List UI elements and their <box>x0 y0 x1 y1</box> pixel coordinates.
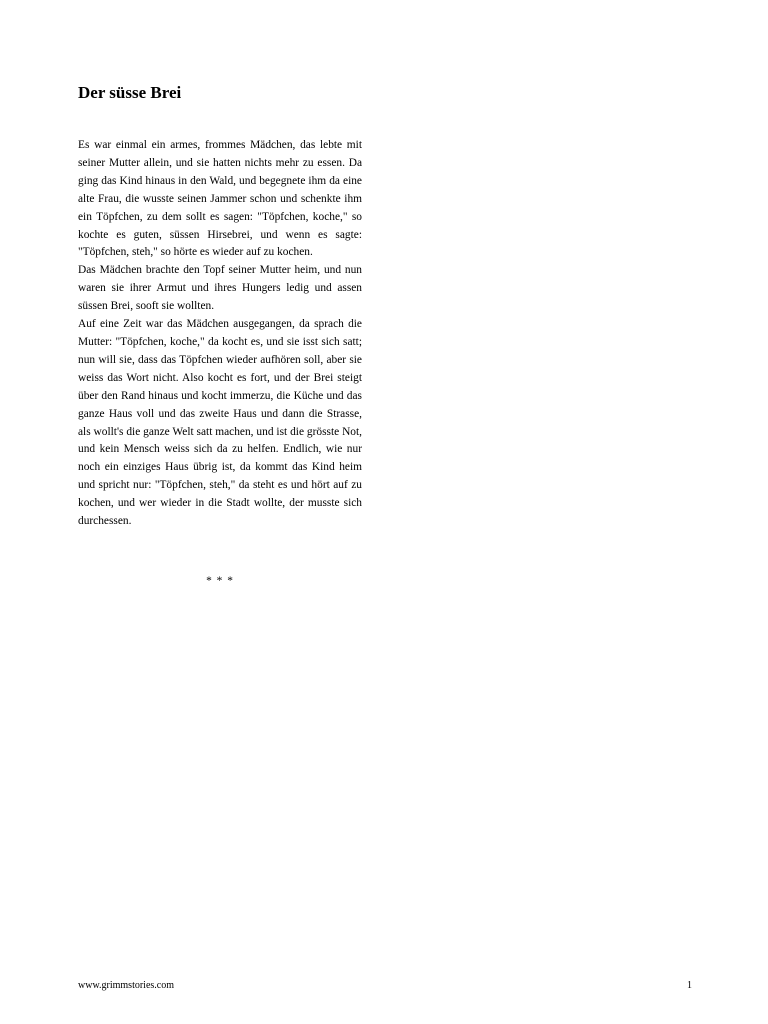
story-paragraph-3: Auf eine Zeit war das Mädchen ausgegangen, da sprach die Mutter: "Töpfchen, koche," da kocht es, und sie isst sich satt; nun will sie, dass das Töpfchen wieder aufhören soll, aber sie weiss das Wort nicht. Also kocht es fort, und der Brei steigt über den Rand hinaus und kocht immerzu, die Küche und das ganze Haus voll und das zweite Haus und dann die Strasse, als wollt's die ganze Welt satt machen, und ist die grösste Not, und kein Mensch weiss sich da zu helfen. Endlich, wie nur noch ein einziges Haus übrig ist, da kommt das Kind heim und spricht nur: "Töpfchen, steh," da steht es und hört auf zu kochen, und wer wieder in die Stadt wollte, der musste sich durchessen. <box>78 318 362 528</box>
story-title: Der süsse Brei <box>78 83 182 102</box>
section-separator: * * * <box>206 575 234 587</box>
story-paragraph-2: Das Mädchen brachte den Topf seiner Mutter heim, und nun waren sie ihrer Armut und ihres Hungers ledig und assen süssen Brei, sooft sie wollten. <box>78 264 362 313</box>
story-paragraph-1: Es war einmal ein armes, frommes Mädchen, das lebte mit seiner Mutter allein, und sie hatten nichts mehr zu essen. Da ging das Kind hinaus in den Wald, und begegnete ihm da eine alte Frau, die wusste seinen Jammer schon und schenkte ihm ein Töpfchen, zu dem sollt es sagen: "Töpfchen, koche," so kochte es guten, süssen Hirsebrei, und wenn es sagte: "Töpfchen, steh," so hörte es wieder auf zu kochen. <box>78 139 362 259</box>
page-number: 1 <box>687 980 692 991</box>
footer-website: www.grimmstories.com <box>78 980 175 991</box>
story-body <box>78 137 362 531</box>
